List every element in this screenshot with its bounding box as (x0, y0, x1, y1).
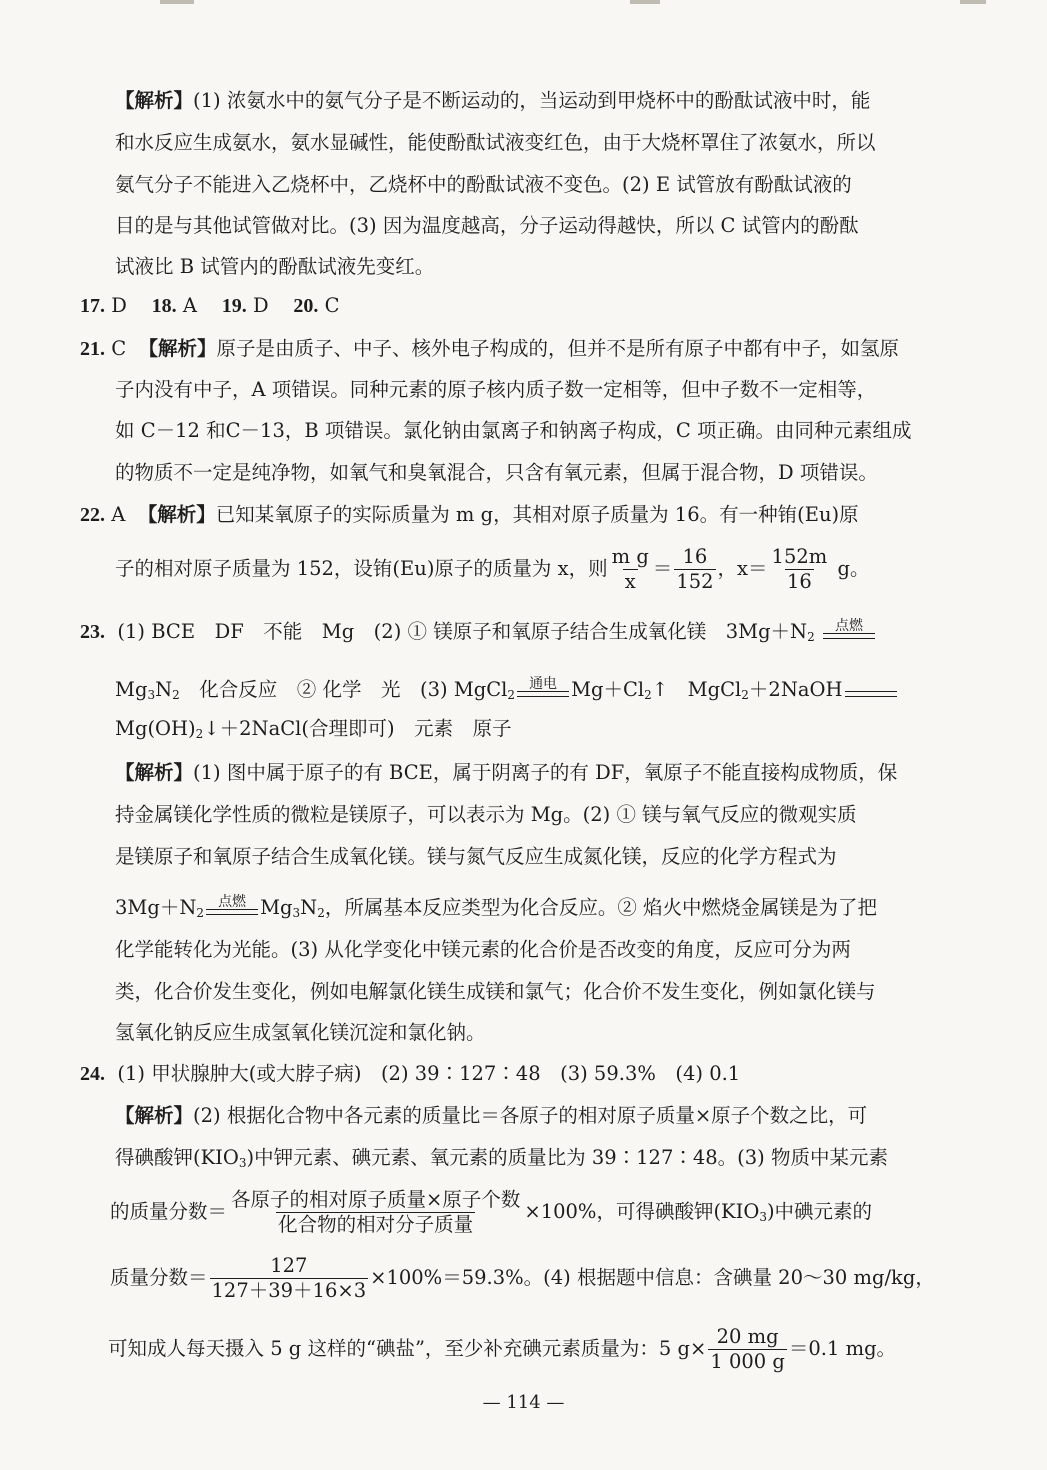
text: ↑ MgCl (651, 678, 742, 701)
text: N (155, 678, 173, 701)
equals-bar (517, 691, 569, 697)
denominator: 1 000 g (710, 1350, 785, 1373)
text: 质量分数＝ (110, 1266, 208, 1289)
q22-line-1 (80, 502, 859, 528)
answers-17-20 (80, 293, 340, 319)
analysis-tag: 【解析】 (115, 89, 194, 112)
q22-line-2 (115, 545, 869, 593)
condition-label: 点燃 (218, 893, 247, 910)
subscript: 2 (741, 688, 749, 702)
fraction-127 (210, 1255, 369, 1302)
numerator: 127 (270, 1254, 308, 1277)
q16-analysis-line-3: 氨气分子不能进入乙烧杯中，乙烧杯中的酚酞试液不变色。(2) E 试管放有酚酞试液的 (115, 173, 852, 196)
q23-line-1 (80, 612, 877, 657)
q21-line-2: 子内没有中子，A 项错误。同种元素的原子核内质子数一定相等，但中子数不一定相等， (115, 378, 877, 401)
q21-line-1 (80, 336, 899, 362)
text: )中碘元素的 (766, 1200, 873, 1223)
text: Mg (115, 678, 148, 701)
q24-analysis-line-3 (110, 1187, 872, 1242)
answer: C (111, 337, 127, 360)
denominator: 127＋39＋16×3 (211, 1279, 367, 1302)
question-number: 19. (221, 295, 247, 317)
q23-analysis-line-6: 类，化合价发生变化，例如电解氯化镁生成镁和氯气；化合价不发生变化，例如氯化镁与 (115, 980, 876, 1003)
q24-analysis-line-4 (110, 1253, 935, 1303)
reaction-arrow-ignite (823, 619, 875, 647)
q23-analysis-line-7: 氢氧化钠反应生成氢氧化镁沉淀和氯化钠。 (115, 1021, 486, 1044)
q16-analysis-line-1 (115, 88, 870, 114)
text: ＝0.1 mg。 (788, 1337, 897, 1360)
text: ，所属基本反应类型为化合反应。② 焰火中燃烧金属镁是为了把 (324, 896, 878, 919)
text: Mg (260, 896, 293, 919)
numerator: 20 mg (716, 1325, 779, 1348)
text: ×100%，可得碘酸钾(KIO (524, 1200, 760, 1223)
subscript: 2 (196, 906, 205, 920)
analysis-tag: 【解析】 (115, 1104, 194, 1127)
text: 化合反应 ② 化学 光 (3) MgCl (179, 678, 508, 701)
q23-line-2 (115, 670, 899, 715)
empty-condition (868, 677, 872, 691)
q23-analysis-line-5: 化学能转化为光能。(3) 从化学变化中镁元素的化合价是否改变的角度，反应可分为两 (115, 938, 851, 961)
q16-analysis-line-2: 和水反应生成氨水，氨水显碱性，能使酚酞试液变红色，由于大烧杯罩住了浓氨水，所以 (115, 131, 876, 154)
q24-analysis-line-5 (108, 1324, 896, 1374)
analysis-tag: 【解析】 (115, 761, 194, 784)
reaction-arrow-electrolysis (517, 677, 569, 705)
subscript: 3 (238, 1156, 247, 1170)
answer: D (111, 294, 127, 317)
subscript: 3 (759, 1210, 767, 1224)
numerator: 16 (682, 545, 708, 568)
subscript: 2 (807, 630, 815, 644)
numerator: m g (611, 545, 649, 568)
fraction-mass-fraction-formula (229, 1189, 522, 1236)
subscript: 2 (172, 688, 180, 702)
question-number: 22. (80, 504, 105, 526)
denominator: 化合物的相对分子质量 (278, 1213, 474, 1236)
denominator: 152 (676, 570, 714, 593)
q23-text-1: (1) BCE DF 不能 Mg (2) ① 镁原子和氧原子结合生成氧化镁 3Mg＋N (117, 620, 808, 643)
q23-analysis-text-1: (1) 图中属于原子的有 BCE，属于阴离子的有 DF，氧原子不能直接构成物质，保 (193, 761, 898, 784)
q23-analysis-line-2: 持金属镁化学性质的微粒是镁原子，可以表示为 Mg。(2) ① 镁与氧气反应的微观实质 (115, 803, 857, 826)
fraction-m-over-x (610, 546, 651, 593)
question-number: 20. (293, 295, 319, 317)
text: )中钾元素、碘元素、氧元素的质量比为 39∶127∶48。(3) 物质中某元素 (246, 1146, 888, 1169)
text: ＋2NaOH (748, 678, 843, 701)
q21-line-3: 如 C－12 和C－13，B 项错误。氯化钠由氯离子和钠离子构成，C 项正确。由同种元素组成 (115, 419, 912, 442)
numerator: 152m (771, 545, 828, 568)
subscript: 2 (317, 906, 325, 920)
text: 可知成人每天摄入 5 g 这样的“碘盐”，至少补充碘元素质量为：5 g× (108, 1337, 707, 1360)
q23-line-3 (115, 716, 512, 747)
reaction-arrow-ignite (206, 895, 258, 923)
equals-bar (206, 909, 258, 915)
q24-analysis-text-1: (2) 根据化合物中各元素的质量比＝各原子的相对原子质量×原子个数之比，可 (193, 1104, 868, 1127)
equals-bar (845, 691, 897, 697)
q22-text-2c: g。 (831, 557, 870, 580)
subscript: 3 (292, 906, 301, 920)
q24-answers: (1) 甲状腺肿大(或大脖子病) (2) 39∶127∶48 (3) 59.3% (4) 0.1 (117, 1062, 741, 1085)
text: ×100%＝59.3%。(4) 根据题中信息：含碘量 20～30 mg/kg， (370, 1266, 935, 1289)
subscript: 2 (507, 688, 516, 702)
denominator: x (624, 570, 636, 593)
fraction-152m-over-16 (770, 546, 830, 593)
fraction-16-over-152 (674, 546, 715, 593)
text: 得碘酸钾(KIO (115, 1146, 239, 1169)
subscript: 3 (147, 688, 156, 702)
reaction-equals (845, 677, 897, 705)
text: N (300, 896, 318, 919)
q22-text-2b: ，x＝ (717, 557, 768, 580)
page-number: — 114 — (482, 1392, 565, 1413)
q21-text-1: 原子是由质子、中子、核外电子构成的，但并不是所有原子中都有中子，如氢原 (216, 337, 900, 360)
text: 3Mg＋N (115, 896, 197, 919)
equals-bar (823, 633, 875, 639)
text: 的质量分数＝ (110, 1200, 228, 1223)
q22-text-1: 已知某氧原子的实际质量为 m g，其相对原子质量为 16。有一种铕(Eu)原 (215, 503, 859, 526)
q16-analysis-line-4: 目的是与其他试管做对比。(3) 因为温度越高，分子运动得越快，所以 C 试管内的酚酞 (115, 214, 859, 237)
q16-text-1: (1) 浓氨水中的氨气分子是不断运动的，当运动到甲烧杯中的酚酞试液中时，能 (193, 89, 871, 112)
condition-label: 点燃 (834, 617, 863, 634)
answer: D (252, 294, 269, 317)
q16-analysis-line-5: 试液比 B 试管内的酚酞试液先变红。 (115, 255, 435, 278)
analysis-tag: 【解析】 (138, 337, 217, 360)
condition-label: 通电 (529, 675, 558, 692)
equals: ＝ (652, 557, 673, 580)
question-number: 18. (151, 295, 177, 317)
answer: A (111, 503, 126, 526)
q21-line-4: 的物质不一定是纯净物，如氧气和臭氧混合，只含有氧元素，但属于混合物，D 项错误。 (115, 461, 878, 484)
question-number: 21. (80, 338, 105, 360)
subscript: 2 (195, 727, 204, 741)
text: Mg(OH) (115, 717, 196, 740)
denominator: 16 (786, 570, 812, 593)
fraction-20mg-over-1000g (708, 1326, 787, 1373)
q24-line-1 (80, 1061, 740, 1087)
q24-analysis-line-2 (115, 1145, 888, 1176)
subscript: 2 (644, 688, 652, 702)
scan-top-marks (0, 0, 1047, 10)
q24-analysis-line-1 (115, 1103, 867, 1129)
question-number: 24. (80, 1063, 105, 1085)
q22-text-2a: 子的相对原子质量为 152，设铕(Eu)原子的质量为 x，则 (115, 557, 608, 580)
answer: C (324, 294, 340, 317)
numerator: 各原子的相对原子质量×原子个数 (231, 1188, 521, 1211)
question-number: 17. (80, 295, 105, 317)
answer: A (182, 294, 197, 317)
q23-analysis-line-1 (115, 760, 897, 786)
question-number: 23. (80, 621, 105, 643)
q23-analysis-line-4 (115, 888, 877, 933)
analysis-tag: 【解析】 (137, 503, 216, 526)
text: Mg＋Cl (571, 678, 645, 701)
q23-analysis-line-3: 是镁原子和氧原子结合生成氧化镁。镁与氮气反应生成氮化镁，反应的化学方程式为 (115, 845, 837, 868)
text: ↓＋2NaCl(合理即可) 元素 原子 (203, 717, 512, 740)
